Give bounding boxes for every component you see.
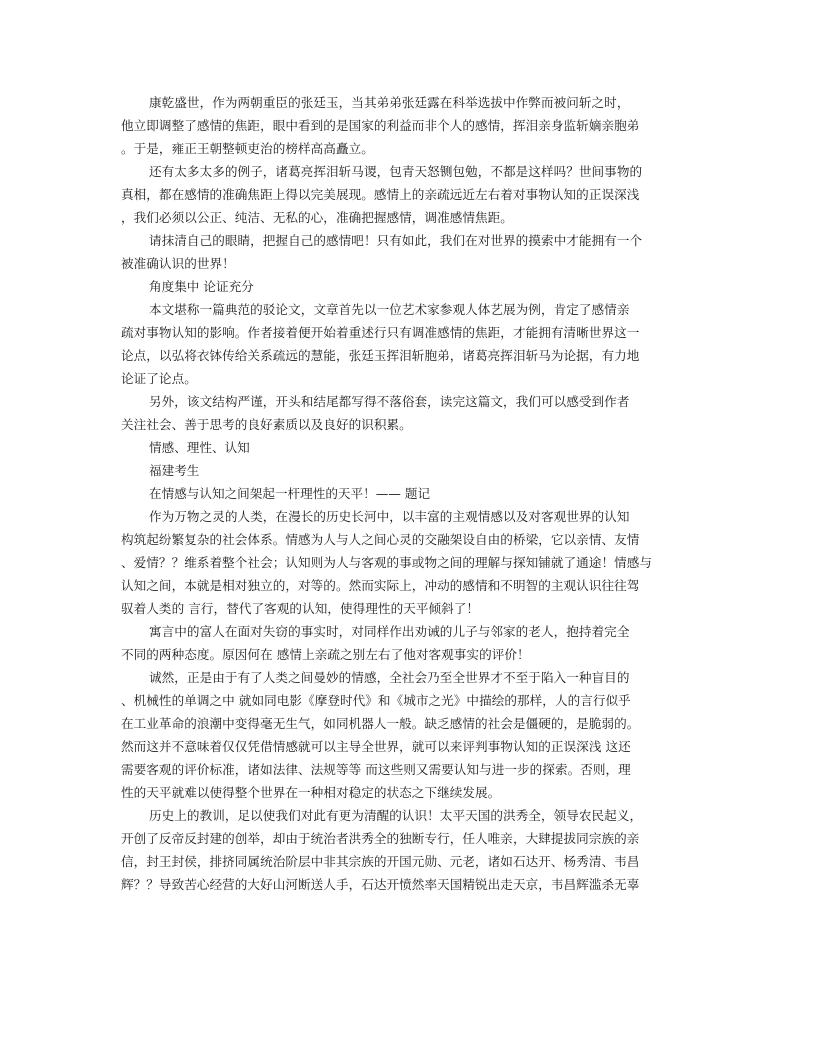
text-line: 认知之间，本就是相对独立的，对等的。然而实际上，冲动的感情和不明智的主观认识往往驾 [121,578,640,593]
paragraph [121,298,696,390]
text-line: 本文堪称一篇典范的驳论文，文章首先以一位艺术家参观人体艺展为例，肯定了感情亲 [149,302,630,317]
section-heading: 在情感与认知之间架起一杆理性的天平！—— 题记 [149,486,431,501]
text-line: 不同的两种态度。原因何在 感情上亲疏之别左右了他对客观事实的评价！ [121,647,530,662]
text-line: 寓言中的富人在面对失窃的事实时，对同样作出劝诫的儿子与邻家的老人，抱持着完全 [149,624,630,639]
text-line: 还有太多太多的例子，诸葛亮挥泪斩马谡，包青天怒铡包勉，不都是这样吗？世间事物的 [149,164,643,179]
section-heading: 情感、理性、认知 [149,440,250,455]
paragraph [121,390,696,436]
text-line: 论点，以弘将衣钵传给关系疏远的慧能，张廷玉挥泪斩胞弟，诸葛亮挥泪斩马为论据，有力地 [121,348,640,363]
paragraph [121,160,696,229]
text-line: 需要客观的评价标准，诸如法律、法规等等 而这些则又需要认知与进一步的探索。否则，理 [121,762,631,777]
text-line: 、机械性的单调之中 就如同电影《摩登时代》和《城市之光》中描绘的那样，人的言行似乎 [121,693,631,708]
text-line: 疏对事物认知的影响。作者接着便开始着重述行只有调准感情的焦距，才能拥有清晰世界这一 [121,325,640,340]
text-line: 另外，该文结构严谨，开头和结尾都写得不落俗套，读完这篇文，我们可以感受到作者 [149,394,630,409]
paragraph [121,804,696,896]
text-line: 论证了论点。 [121,371,197,386]
text-line: 辉？？导致苦心经营的大好山河断送人手，石达开愤然率天国精锐出走天京，韦昌辉滥杀无辜 [121,877,640,892]
text-line: 构筑起纷繁复杂的社会体系。情感为人与人之间心灵的交融架设自由的桥梁，它以亲情、友情 [121,532,640,547]
paragraph [121,620,696,666]
section-heading: 福建考生 [149,463,200,478]
text-line: 请抹清自己的眼睛，把握自己的感情吧！只有如此，我们在对世界的摸索中才能拥有一个 [149,233,643,248]
text-line: 。于是，雍正王朝整顿吏治的榜样高高矗立。 [121,141,374,156]
text-line: 诚然，正是由于有了人类之间曼妙的情感，全社会乃至全世界才不至于陷入一种盲目的 [149,670,630,685]
text-line: 驭着人类的 言行，替代了客观的认知，使得理性的天平倾斜了！ [121,601,480,616]
text-line: 然而这并不意味着仅仅凭借情感就可以主导全世界，就可以来评判事物认知的正误深浅 这还 [121,739,631,754]
paragraph [121,229,696,275]
text-line: 性的天平就难以使得整个世界在一种相对稳定的状态之下继续发展。 [121,785,501,800]
text-line: 开创了反帝反封建的创举，却由于统治者洪秀全的独断专行，任人唯亲，大肆提拔同宗族的亲 [121,831,640,846]
section-heading: 角度集中 论证充分 [149,279,254,294]
document-body [121,91,696,896]
text-line: 关注社会、善于思考的良好素质以及良好的识积累。 [121,417,412,432]
text-line: 康乾盛世，作为两朝重臣的张廷玉，当其弟弟张廷露在科举选拔中作弊而被问斩之时， [149,95,630,110]
text-line: ，我们必须以公正、纯洁、无私的心，准确把握感情，调准感情焦距。 [121,210,513,225]
text-line: 真相，都在感情的准确焦距上得以完美展现。感情上的亲疏远近左右着对事物认知的正误深浅 [121,187,640,202]
paragraph [121,91,696,160]
text-line: 在工业革命的浪潮中变得毫无生气，如同机器人一般。缺乏感情的社会是僵硬的，是脆弱的。 [121,716,640,731]
text-line: 历史上的教训，足以使我们对此有更为清醒的认识！太平天国的洪秀全，领导农民起义， [149,808,643,823]
text-line: 作为万物之灵的人类，在漫长的历史长河中，以丰富的主观情感以及对客观世界的认知 [149,509,630,524]
paragraph [121,505,696,620]
paragraph [121,666,696,804]
text-line: 他立即调整了感情的焦距，眼中看到的是国家的利益而非个人的感情，挥泪亲身监斩嫡亲胞弟 [121,118,640,133]
text-line: 信，封王封侯，排挤同属统治阶层中非其宗族的开国元勋、元老，诸如石达开、杨秀清、韦昌 [121,854,640,869]
text-line: 、爱情？？维系着整个社会；认知则为人与客观的事或物之间的理解与探知铺就了通途！情感与 [121,555,653,570]
text-line: 被准确认识的世界！ [121,256,235,271]
